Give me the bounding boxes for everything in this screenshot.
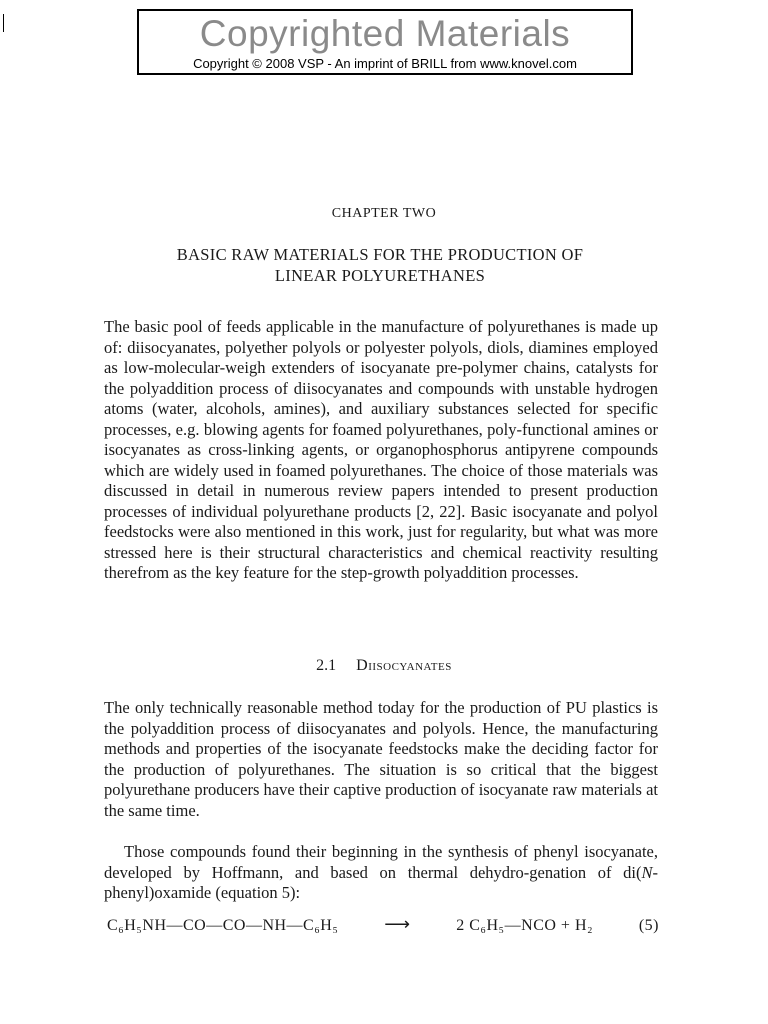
chapter-title-line-2: LINEAR POLYURETHANES xyxy=(274,266,486,285)
paragraph-2-text-after: -phenyl)oxamide (equation 5): xyxy=(104,862,658,902)
equation-number: (5) xyxy=(638,917,659,934)
copyright-banner xyxy=(137,9,633,75)
arrow-icon: ⟶ xyxy=(384,914,411,934)
equation-reactants: C₆H₅NH—CO—CO—NH—C₆H₅ xyxy=(107,917,339,934)
section-name: Diisocyanates xyxy=(356,657,452,674)
chapter-title-line-1: BASIC RAW MATERIALS FOR THE PRODUCTION OF xyxy=(176,245,584,264)
banner-subtitle: Copyright © 2008 VSP - An imprint of BRILL from www.knovel.com xyxy=(193,56,577,71)
section-number: 2.1 xyxy=(316,657,337,674)
chapter-title xyxy=(100,244,660,286)
section-paragraph-1: The only technically reasonable method today for the production of PU plastics is the polyaddition process of diisocyanates and polyols. Hence, the manufacturing methods and properties of the isocyanate feedstocks make the deciding factor for the production of polyurethanes. The situation is so critical that the biggest polyurethane producers have their captive production of isocyanate raw materials at the same time. xyxy=(104,698,658,820)
paragraph-2-text-before: Those compounds found their beginning in the synthesis of phenyl isocyanate, developed by Hoffmann, and based on thermal dehydro-genation of di( xyxy=(104,842,658,882)
chemical-equation xyxy=(107,914,659,935)
section-paragraph-2 xyxy=(104,842,658,904)
chapter-label: CHAPTER TWO xyxy=(331,206,437,221)
intro-paragraph: The basic pool of feeds applicable in the manufacture of polyurethanes is made up of: diisocyanates, polyether polyols or polyester polyols, diols, diamines employed as low-molecular-weigh extenders of isocyanate pre-polymer chains, catalysts for the polyaddition process of diisocyanates and compounds with unstable hydrogen atoms (water, alcohols, amines), and auxiliary substances selected for specific processes, e.g. blowing agents for foamed polyurethanes, poly-functional amines or isocyanates as cross-linking agents, or organophosphorus antipyrene compounds which are widely used in foamed polyurethanes. The choice of those materials was discussed in detail in numerous review papers intended to present production processes of individual polyurethane products [2, 22]. Basic isocyanate and polyol feedstocks were also mentioned in this work, just for regularity, but what was more stressed here is their structural characteristics and chemical reactivity resulting therefrom as the key feature for the step-growth polyaddition processes. xyxy=(104,317,658,582)
section-heading xyxy=(0,657,768,675)
text-cursor xyxy=(3,14,4,32)
paragraph-2-italic: N xyxy=(641,862,653,882)
equation-products: 2 C₆H₅—NCO + H₂ xyxy=(456,917,594,934)
banner-title: Copyrighted Materials xyxy=(199,13,571,54)
